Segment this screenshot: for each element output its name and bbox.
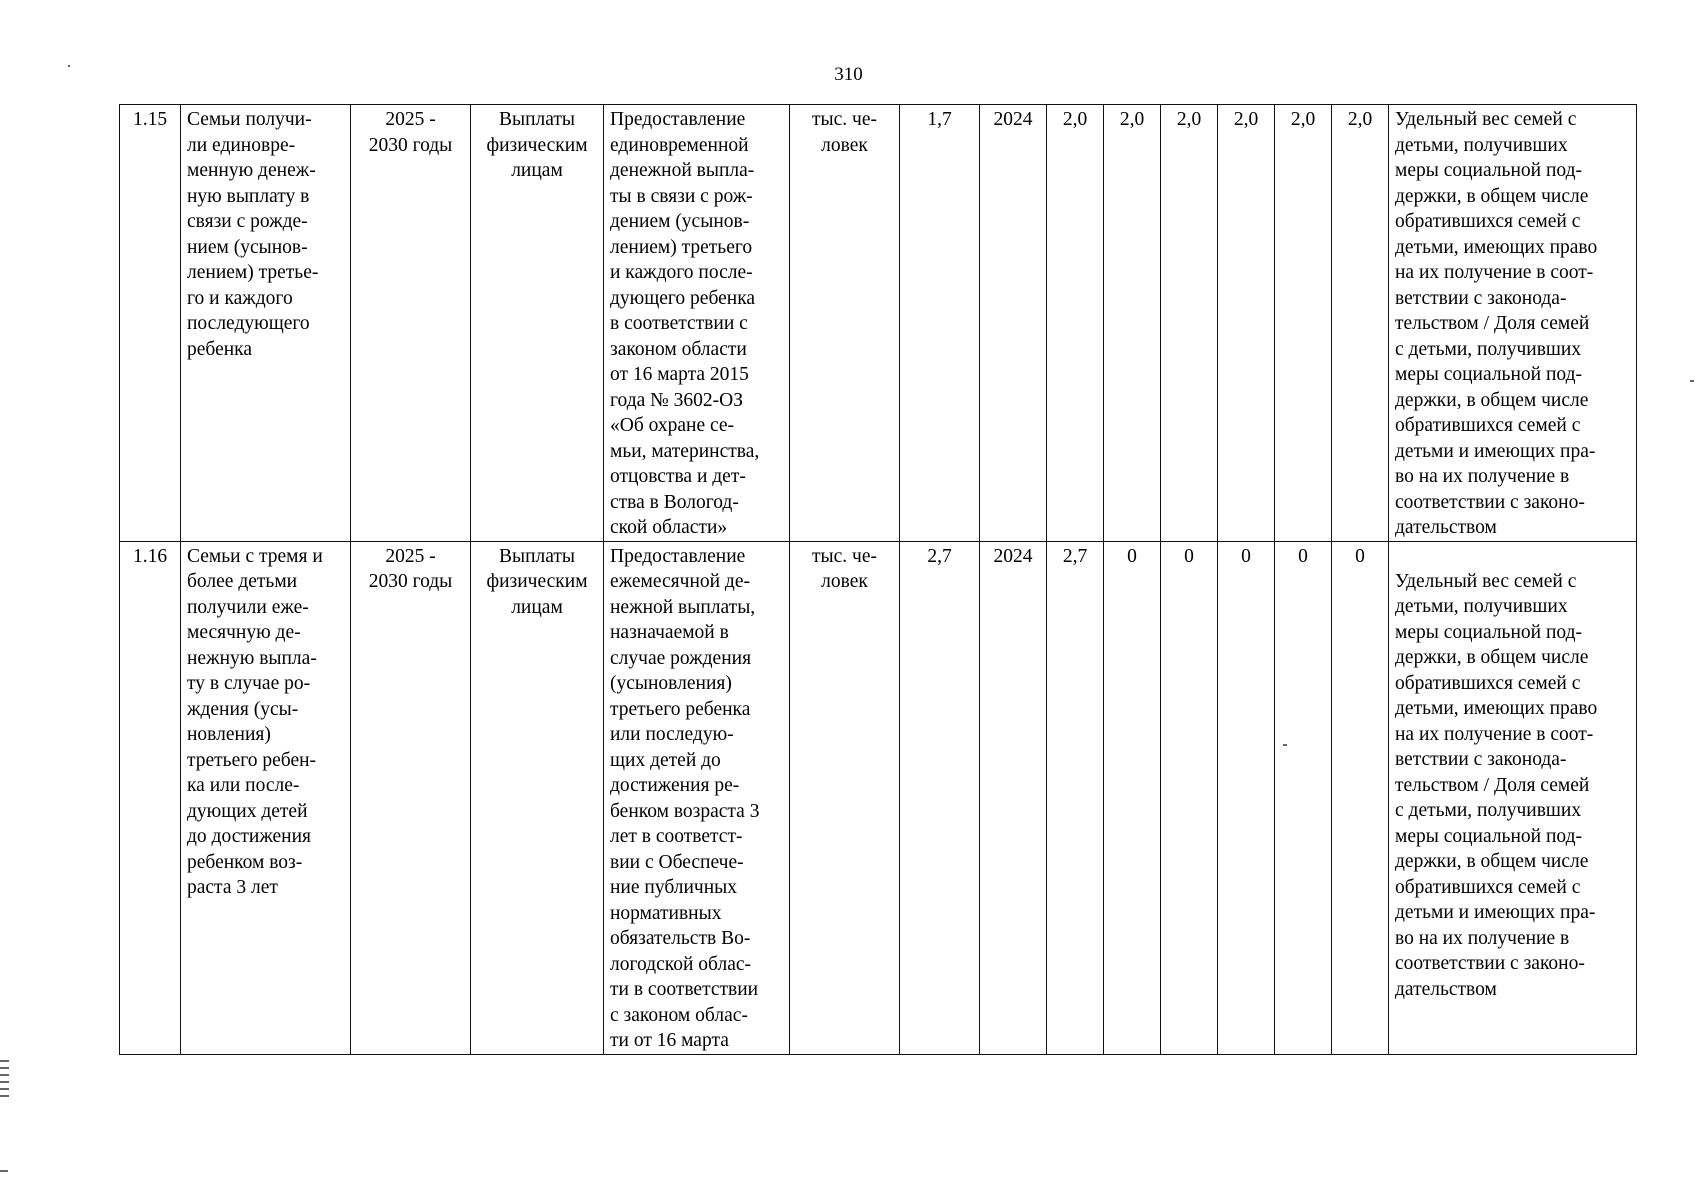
value-2030-cell: 0 [1332, 541, 1389, 1054]
scan-mark [0, 1088, 9, 1090]
indicator-top-gap [1395, 544, 1630, 569]
type-cell: Выплаты физическим лицам [471, 105, 604, 542]
table-row [120, 105, 1637, 542]
value-2028-cell: 0 [1218, 541, 1275, 1054]
base-value-cell: 1,7 [900, 105, 980, 542]
scan-mark [0, 1067, 9, 1069]
base-value-cell: 2,7 [900, 541, 980, 1054]
value-2028-cell: 2,0 [1218, 105, 1275, 542]
value-2025-cell: 2,0 [1047, 105, 1104, 542]
type-cell: Выплаты физическим лицам [471, 541, 604, 1054]
unit-cell: тыс. че- ловек [790, 541, 900, 1054]
table-row [120, 541, 1637, 1054]
base-year-cell: 2024 [980, 541, 1047, 1054]
value-2026-cell: 2,0 [1104, 105, 1161, 542]
indicator-cell: Удельный вес семей с детьми, получивших меры социальной под- держки, в общем числе обратившихся семей с детьми, имеющих право на их получение в соот- ветствии с законода- тельством / Доля семей с детьми, получивших меры социальной под- держки, в общем числе обратившихся семей с детьми и имеющих пра- во на их получение в соответствии с законо- дательством [1389, 105, 1637, 542]
base-year-cell: 2024 [980, 105, 1047, 542]
scan-mark [0, 1060, 9, 1062]
description-cell: Предоставление единовременной денежной выпла- ты в связи с рож- дением (усынов- лением) третьего и каждого после- дующего ребенка в соответствии с законом области от 16 марта 2015 года № 3602-ОЗ «Об охране се- мьи, материнства, отцовства и дет- ства в Вологод- ской области» [604, 105, 790, 542]
value-2025-cell: 2,7 [1047, 541, 1104, 1054]
value-2027-cell: 0 [1161, 541, 1218, 1054]
scan-mark [0, 1081, 9, 1083]
indicator-cell: Удельный вес семей с детьми, получивших меры социальной под- держки, в общем числе обратившихся семей с детьми, имеющих право на их получение в соот- ветствии с законода- тельством / Доля семей с детьми, получивших меры социальной под- держки, в общем числе обратившихся семей с детьми и имеющих пра- во на их получение в соответствии с законо- дательством [1395, 570, 1598, 1000]
period-cell: 2025 - 2030 годы [351, 541, 471, 1054]
scan-mark [0, 1170, 8, 1172]
value-2029-cell: 2,0 [1275, 105, 1332, 542]
row-number: 1.15 [120, 105, 181, 542]
page-number: 310 [834, 64, 863, 85]
scan-mark [0, 1095, 9, 1097]
result-cell: Семьи получи- ли единовре- менную денеж- ную выплату в связи с рожде- нием (усынов- лением) третье- го и каждого последующего ребенка [181, 105, 351, 542]
indicator-cell-wrapper [1389, 541, 1637, 1054]
row-number: 1.16 [120, 541, 181, 1054]
scan-mark [68, 65, 70, 67]
scan-mark [1283, 744, 1287, 746]
scan-mark [0, 1074, 9, 1076]
unit-cell: тыс. че- ловек [790, 105, 900, 542]
value-2030-cell: 2,0 [1332, 105, 1389, 542]
description-cell: Предоставление ежемесячной де- нежной выплаты, назначаемой в случае рождения (усыновления) третьего ребенка или последую- щих детей до достижения ре- бенком возраста 3 лет в соответст- вии с Обеспече- ние публичных нормативных обязательств Во- логодской облас- ти в соответствии с законом облас- ти от 16 марта [604, 541, 790, 1054]
result-cell: Семьи с тремя и более детьми получили еже- месячную де- нежную выпла- ту в случае ро- ждения (усы- новления) третьего ребен- ка или после- дующих детей до достижения ребенком воз- раста 3 лет [181, 541, 351, 1054]
value-2027-cell: 2,0 [1161, 105, 1218, 542]
scan-mark [1690, 380, 1694, 382]
measures-table [119, 104, 1637, 1055]
value-2029-cell: 0 [1275, 541, 1332, 1054]
period-cell: 2025 - 2030 годы [351, 105, 471, 542]
value-2026-cell: 0 [1104, 541, 1161, 1054]
